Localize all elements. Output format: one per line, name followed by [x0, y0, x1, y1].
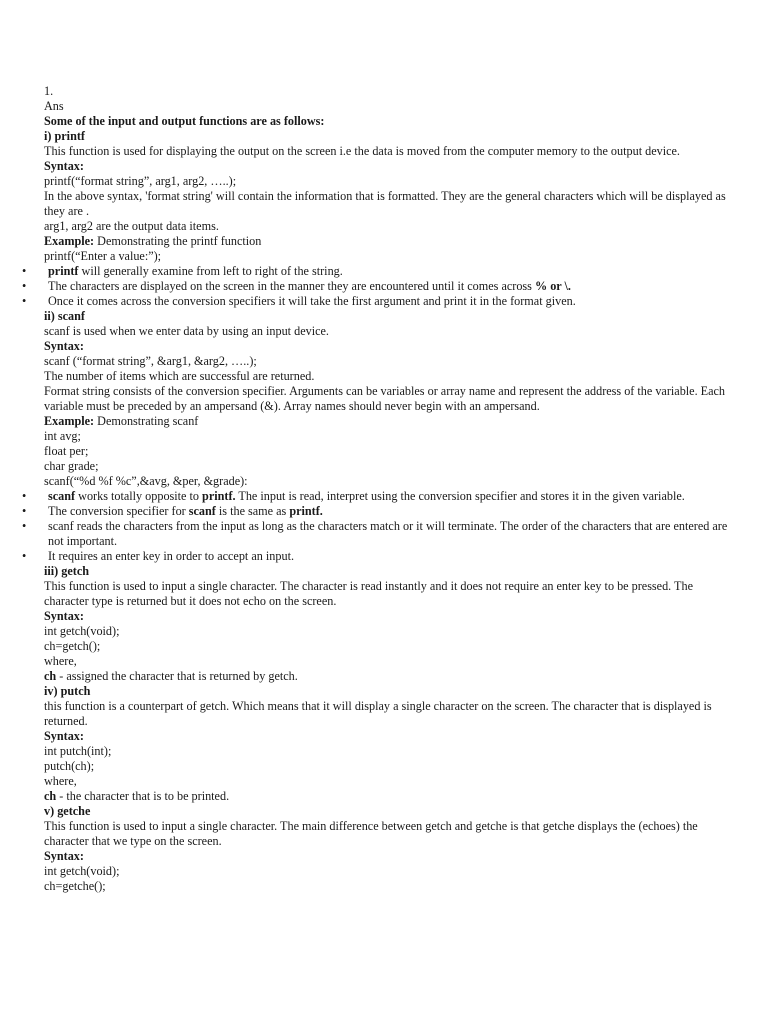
bullet-icon: • [22, 549, 27, 563]
getch-ch-text: - assigned the character that is returned by getch. [56, 669, 298, 683]
getche-syntax-label: Syntax: [44, 849, 84, 863]
getche-heading: v) getche [44, 804, 91, 818]
scanf-bullet2-mid: is the same as [215, 504, 290, 518]
getche-description: This function is used to input a single character. The main difference between getch and getche is that getche displays the (echoes) the character that we type on the screen. [44, 819, 698, 848]
list-item [22, 279, 734, 294]
intro-heading: Some of the input and output functions are as follows: [44, 114, 325, 128]
list-item [22, 264, 734, 279]
question-number: 1. [44, 84, 54, 98]
scanf-code-line: int avg; [44, 429, 81, 443]
scanf-syntax: scanf (“format string”, &arg1, &arg2, …..); [44, 354, 257, 368]
scanf-returned: The number of items which are successful are returned. [44, 369, 315, 383]
printf-heading: i) printf [44, 129, 85, 143]
scanf-example-label: Example: [44, 414, 95, 428]
scanf-bullet1-mid: works totally opposite to [75, 489, 203, 503]
scanf-bullet2-bold: scanf [188, 504, 216, 518]
printf-syntax-label: Syntax: [44, 159, 84, 173]
printf-example-text: Demonstrating the printf function [94, 234, 262, 248]
document-page [22, 84, 734, 894]
list-item [22, 549, 734, 564]
scanf-code-line: scanf(“%d %f %c”,&avg, &per, &grade): [44, 474, 248, 488]
getch-ch-bold: ch [44, 669, 57, 683]
bullet-icon: • [22, 489, 27, 503]
getch-heading: iii) getch [44, 564, 90, 578]
scanf-example-text: Demonstrating scanf [94, 414, 199, 428]
putch-code-line: int putch(int); [44, 744, 112, 758]
putch-ch-note [44, 789, 734, 804]
scanf-format-explanation: Format string consists of the conversion specifier. Arguments can be variables or array name and represent the address of the variable. Each variable must be preceded by an ampersand (&). Array names should never begin with an ampersand. [44, 384, 726, 413]
printf-bullet2-text: The characters are displayed on the screen in the manner they are encountered until it comes across [48, 279, 535, 293]
getch-where: where, [44, 654, 77, 668]
printf-example [44, 234, 734, 249]
list-item [22, 519, 734, 549]
putch-where: where, [44, 774, 77, 788]
putch-description: this function is a counterpart of getch. Which means that it will display a single character on the screen. The character that is displayed is returned. [44, 699, 712, 728]
scanf-code-line: float per; [44, 444, 89, 458]
answer-label: Ans [44, 99, 64, 113]
scanf-bullet3-text: scanf reads the characters from the input as long as the characters match or it will terminate. The order of the characters that are entered are not important. [48, 519, 728, 548]
printf-bullet2-bold: % or \. [534, 279, 571, 293]
scanf-syntax-label: Syntax: [44, 339, 84, 353]
putch-ch-bold: ch [44, 789, 57, 803]
getche-code-line: int getch(void); [44, 864, 120, 878]
bullet-icon: • [22, 504, 27, 518]
scanf-description: scanf is used when we enter data by using an input device. [44, 324, 329, 338]
scanf-bullet1-bold: scanf [48, 489, 76, 503]
putch-ch-text: - the character that is to be printed. [56, 789, 230, 803]
scanf-bullet2-bold2: printf. [289, 504, 323, 518]
scanf-heading: ii) scanf [44, 309, 85, 323]
list-item [22, 489, 734, 504]
scanf-code-line: char grade; [44, 459, 99, 473]
scanf-bullet1-bold2: printf. [202, 489, 236, 503]
list-item [22, 504, 734, 519]
bullet-icon: • [22, 279, 27, 293]
getche-code-line: ch=getche(); [44, 879, 106, 893]
printf-bullet3-text: Once it comes across the conversion specifiers it will take the first argument and print it in the format given. [48, 294, 576, 308]
list-item [22, 294, 734, 309]
getch-ch-note [44, 669, 734, 684]
getch-description: This function is used to input a single character. The character is read instantly and it does not require an enter key to be pressed. The character type is returned but it does not echo on the screen. [44, 579, 694, 608]
bullet-icon: • [22, 294, 27, 308]
bullet-icon: • [22, 519, 27, 533]
printf-example-code: printf(“Enter a value:”); [44, 249, 162, 263]
printf-explanation: In the above syntax, 'format string' will contain the information that is formatted. They are the general characters which will be displayed as they are . [44, 189, 726, 218]
printf-bullet1-bold: printf [48, 264, 79, 278]
printf-example-label: Example: [44, 234, 95, 248]
scanf-example [44, 414, 734, 429]
putch-syntax-label: Syntax: [44, 729, 84, 743]
getch-code-line: ch=getch(); [44, 639, 101, 653]
getch-syntax-label: Syntax: [44, 609, 84, 623]
putch-code-line: putch(ch); [44, 759, 95, 773]
bullet-icon: • [22, 264, 27, 278]
printf-description: This function is used for displaying the output on the screen i.e the data is moved from the computer memory to the output device. [44, 144, 680, 158]
scanf-bullet2-text: The conversion specifier for [48, 504, 189, 518]
printf-bullet1-text: will generally examine from left to right of the string. [78, 264, 343, 278]
printf-syntax: printf(“format string”, arg1, arg2, …..); [44, 174, 237, 188]
scanf-bullet4-text: It requires an enter key in order to accept an input. [48, 549, 295, 563]
printf-args: arg1, arg2 are the output data items. [44, 219, 219, 233]
getch-code-line: int getch(void); [44, 624, 120, 638]
scanf-bullet1-text: The input is read, interpret using the conversion specifier and stores it in the given variable. [235, 489, 685, 503]
putch-heading: iv) putch [44, 684, 91, 698]
